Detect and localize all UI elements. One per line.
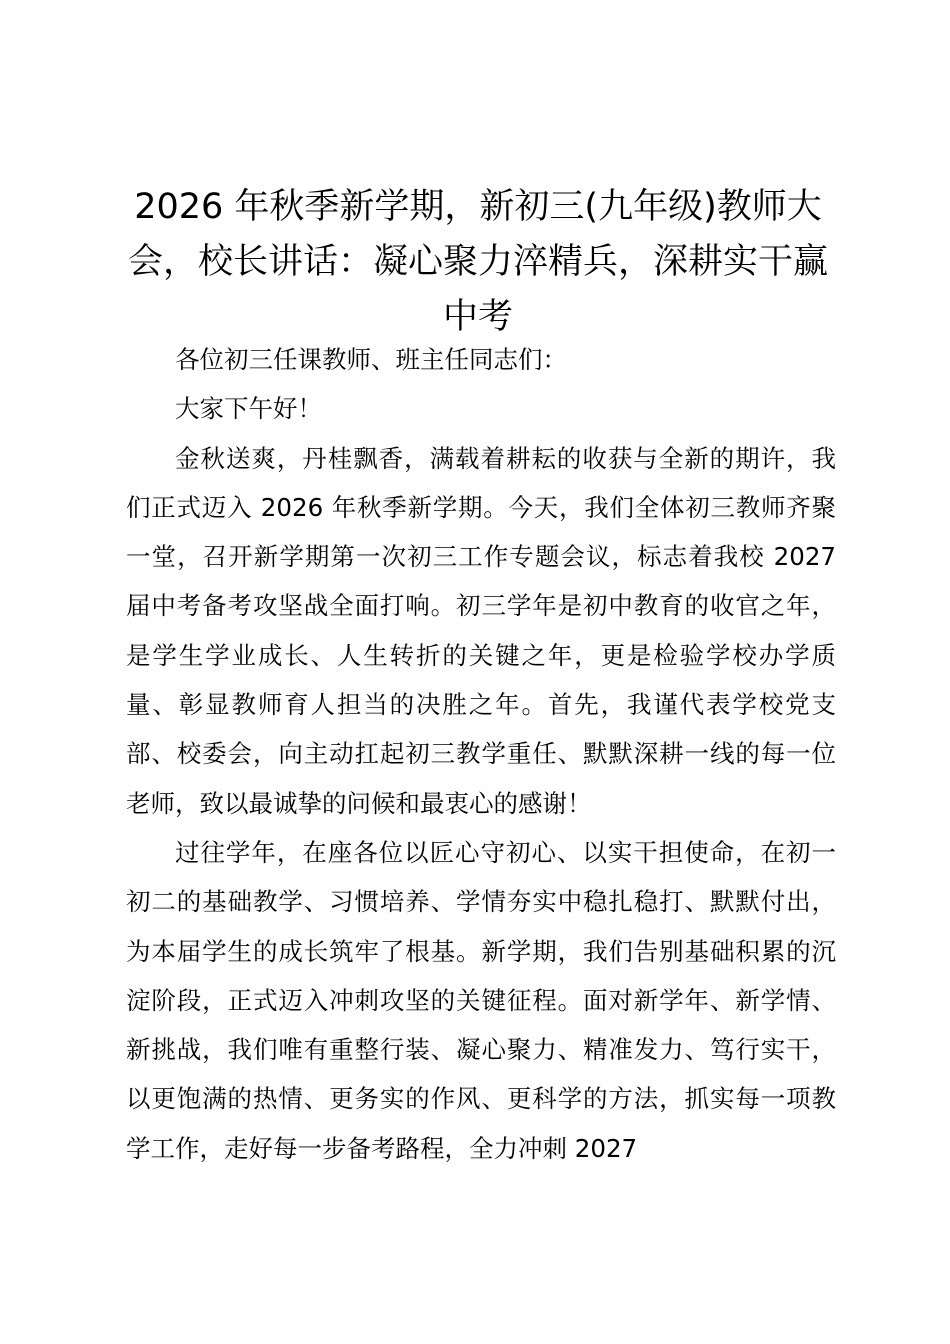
document-title: 2026 年秋季新学期，新初三(九年级)教师大会，校长讲话：凝心聚力淬精兵，深耕实干赢中考: [127, 187, 828, 337]
body-paragraph: 金秋送爽，丹桂飘香，满载着耕耘的收获与全新的期许，我们正式迈入 2026 年秋季新学期。今天，我们全体初三教师齐聚一堂，召开新学期第一次初三工作专题会议，标志着我校 2027 届中考备考攻坚战全面打响。初三学年是初中教育的收官之年，是学生学业成长、人生转折的关键之年，更是检验学校办学质量、彰显教师育人担当的决胜之年。首先，我谨代表学校党支部、校委会，向主动扛起初三教学重任、默默深耕一线的每一位老师，致以最诚挚的问候和最衷心的感谢！: [126, 443, 836, 818]
greeting: 大家下午好！: [175, 394, 322, 424]
body-paragraph: 过往学年，在座各位以匠心守初心、以实干担使命，在初一初二的基础教学、习惯培养、学情夯实中稳扎稳打、默默付出，为本届学生的成长筑牢了根基。新学期，我们告别基础积累的沉淀阶段，正式迈入冲刺攻坚的关键征程。面对新学年、新学情、新挑战，我们唯有重整行装、凝心聚力、精准发力、笃行实干，以更饱满的热情、更务实的作风、更科学的方法，抓实每一项教学工作，走好每一步备考路程，全力冲刺 2027: [126, 837, 836, 1163]
document-body: [126, 335, 836, 1173]
salutation: 各位初三任课教师、班主任同志们：: [175, 345, 567, 374]
